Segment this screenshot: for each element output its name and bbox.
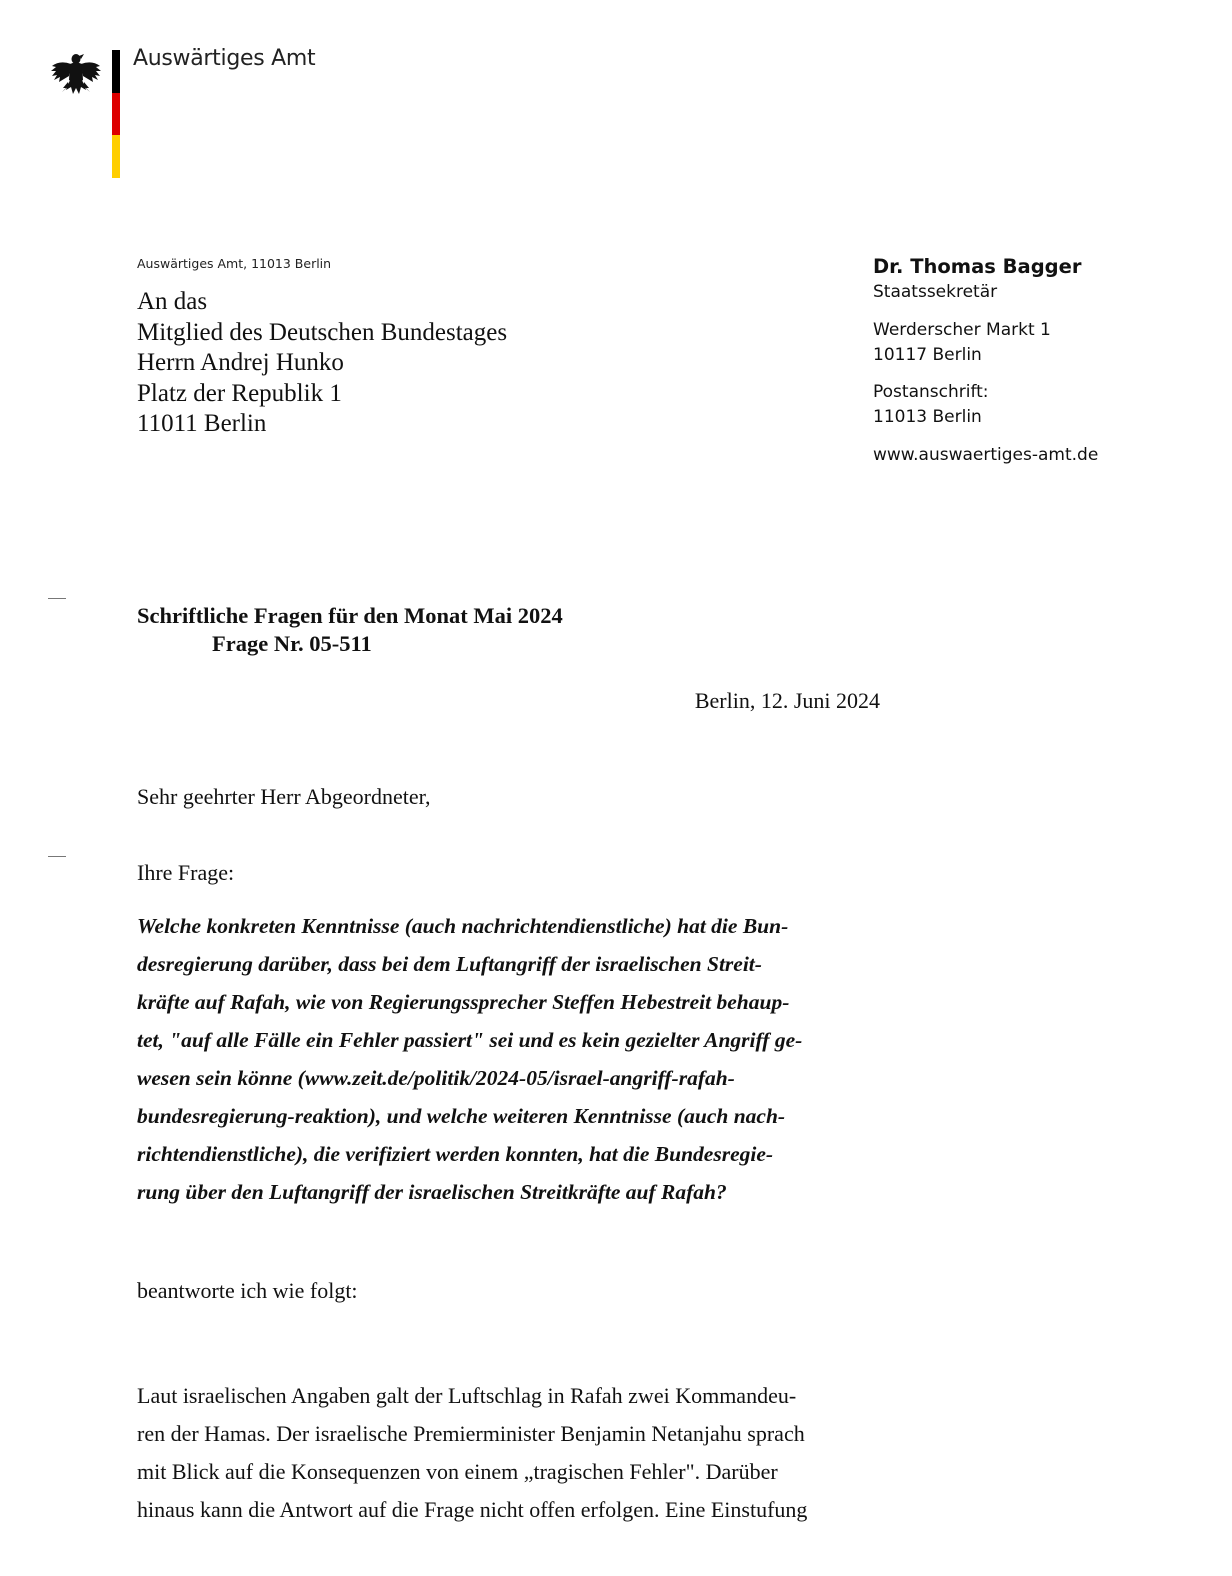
recipient-line: 11011 Berlin	[137, 410, 267, 437]
subject-line: Schriftliche Fragen für den Monat Mai 2024	[137, 603, 563, 628]
letter-subject	[137, 602, 563, 658]
sender-title: Staatssekretär	[873, 282, 998, 302]
sender-zip-city: 10117 Berlin	[873, 345, 982, 365]
federal-eagle-logo	[50, 50, 102, 98]
answer-line: mit Blick auf die Konsequenzen von einem „tragischen Fehler". Darüber	[137, 1459, 778, 1484]
salutation: Sehr geehrter Herr Abgeordneter,	[137, 784, 431, 809]
return-address-line: Auswärtiges Amt, 11013 Berlin	[137, 256, 332, 271]
fold-mark	[48, 856, 66, 857]
question-line: tet, "auf alle Fälle ein Fehler passiert" sei und es kein gezielter Angriff ge-	[137, 1028, 803, 1052]
question-line: wesen sein könne (www.zeit.de/politik/2024-05/israel-angriff-rafah-	[137, 1066, 735, 1090]
organization-name: Auswärtiges Amt	[133, 46, 316, 71]
recipient-line: Mitglied des Deutschen Bundestages	[137, 318, 508, 346]
postal-address-city: 11013 Berlin	[873, 407, 982, 427]
question-line: Welche konkreten Kenntnisse (auch nachrichtendienstliche) hat die Bun-	[137, 914, 789, 938]
answer-line: hinaus kann die Antwort auf die Frage nicht offen erfolgen. Eine Einstufung	[137, 1497, 808, 1522]
answer-text	[137, 1377, 807, 1529]
answer-line: Laut israelischen Angaben galt der Luftschlag in Rafah zwei Kommandeu-	[137, 1383, 797, 1408]
sender-info-column	[873, 254, 1098, 468]
letter-date: Berlin, 12. Juni 2024	[694, 688, 880, 713]
answer-intro: beantworte ich wie folgt:	[137, 1278, 358, 1303]
website-link[interactable]: www.auswaertiges-amt.de	[873, 445, 1099, 465]
flag-stripe-red	[112, 93, 120, 135]
question-line: richtendienstliche), die verifiziert werden konnten, hat die Bundesregie-	[137, 1142, 774, 1166]
question-line: bundesregierung-reaktion), und welche weiteren Kenntnisse (auch nach-	[137, 1104, 786, 1128]
question-line: rung über den Luftangriff der israelischen Streitkräfte auf Rafah?	[137, 1180, 727, 1204]
question-label: Ihre Frage:	[137, 860, 235, 885]
recipient-line: An das	[137, 288, 208, 315]
recipient-address	[137, 287, 507, 440]
recipient-line: Platz der Republik 1	[137, 379, 342, 407]
question-text	[137, 907, 802, 1211]
question-line: desregierung darüber, dass bei dem Luftangriff der israelischen Streit-	[137, 952, 762, 976]
question-line: kräfte auf Rafah, wie von Regierungssprecher Steffen Hebestreit behaup-	[137, 990, 790, 1014]
federal-flag-bar	[112, 50, 120, 178]
flag-stripe-black	[112, 50, 120, 93]
sender-street: Werderscher Markt 1	[873, 320, 1051, 340]
question-number: Frage Nr. 05-511	[212, 631, 372, 656]
postal-address-label: Postanschrift:	[873, 382, 989, 402]
flag-stripe-gold	[112, 135, 120, 178]
recipient-line: Herrn Andrej Hunko	[137, 349, 344, 376]
answer-line: ren der Hamas. Der israelische Premierminister Benjamin Netanjahu sprach	[137, 1421, 805, 1446]
sender-name: Dr. Thomas Bagger	[873, 255, 1082, 278]
fold-mark	[48, 598, 66, 599]
